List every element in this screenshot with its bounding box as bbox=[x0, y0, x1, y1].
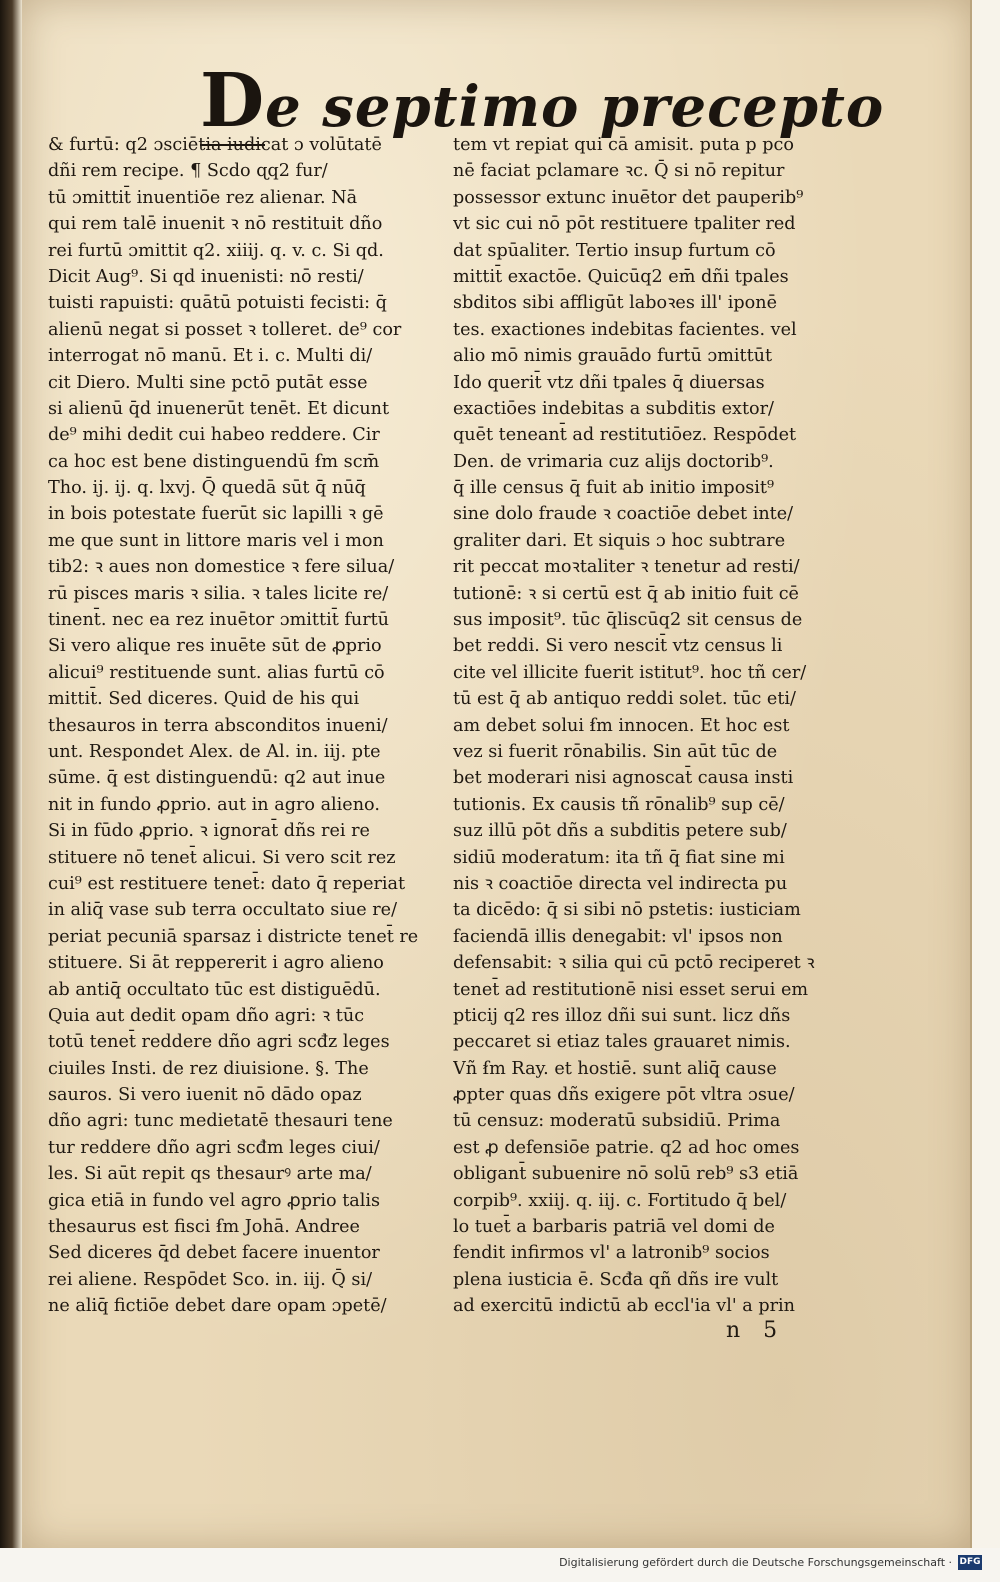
text-line: de⁹ mihi dedit cui habeo reddere. Cir bbox=[48, 425, 380, 446]
text-line: q̄ ille census q̄ fuit ab initio imposit⁹ bbox=[453, 478, 775, 499]
text-line: tutionis. Ex causis tñ rōnalib⁹ sup cē/ bbox=[453, 794, 785, 815]
text-line: & furtū: q2 ɔsciētia iudicat ɔ volūtatē bbox=[48, 135, 382, 155]
text-line: unt. Respondet Alex. de Al. in. iij. pte bbox=[48, 741, 381, 762]
text-line: si alienū q̄d inuenerūt tenēt. Et dicunt bbox=[48, 398, 390, 419]
text-line: Tho. ij. ij. q. lxvj. Q̄ quedā sūt q̄ nūq̄ bbox=[48, 478, 366, 499]
text-line: tū ɔmittit̄ inuentiōe rez alienar. Nā bbox=[48, 187, 358, 208]
text-line: interrogat nō manū. Et i. c. Multi di/ bbox=[48, 346, 373, 367]
text-line: tem vt repiat qui cā amisit. puta p pco bbox=[453, 135, 794, 155]
text-line: nis ꝛ coactiōe directa vel indirecta pu bbox=[453, 873, 788, 894]
text-line: qui rem talē inuenit ꝛ nō restituit dño bbox=[48, 214, 383, 235]
text-line: Dicit Aug⁹. Si qd inuenisti: nō resti/ bbox=[48, 266, 364, 287]
text-line: bet reddi. Si vero nescit̄ vtz census li bbox=[453, 636, 783, 657]
text-line: cit Diero. Multi sine pctō putāt esse bbox=[48, 372, 368, 393]
text-line: obligant̄ subuenire nō solū reb⁹ s3 etiā bbox=[453, 1164, 799, 1185]
text-line: sbditos sibi affligūt laboꝛes ill' iponē bbox=[453, 293, 777, 314]
text-line: est ꝓ defensiōe patrie. q2 ad hoc omes bbox=[453, 1137, 800, 1158]
text-line: dño agri: tunc medietatē thesauri tene bbox=[48, 1111, 393, 1132]
text-line: sus imposit⁹. tūc q̄liscūq2 sit census de bbox=[453, 610, 803, 631]
text-line: mittit̄. Sed diceres. Quid de his qui bbox=[48, 689, 360, 710]
binding-shadow bbox=[0, 0, 22, 1555]
text-line: alienū negat si posset ꝛ tolleret. de⁹ cor bbox=[48, 319, 402, 340]
text-line: cui⁹ est restituere tenet̄: dato q̄ reperiat bbox=[48, 873, 406, 894]
running-title-initial: D bbox=[200, 58, 266, 144]
text-line: sūme. q̄ est distinguendū: q2 aut inue bbox=[48, 768, 386, 789]
text-line: me que sunt in littore maris vel i mon bbox=[48, 530, 384, 551]
text-line: rit peccat moꝛtaliter ꝛ tenetur ad resti/ bbox=[453, 557, 800, 578]
text-line: vez si fuerit rōnabilis. Sin aūt tūc de bbox=[453, 741, 778, 762]
text-line: Si vero alique res inuēte sūt de ꝓprio bbox=[48, 636, 382, 657]
text-line: tū est q̄ ab antiquo reddi solet. tūc eti/ bbox=[453, 689, 796, 710]
text-line: Quia aut dedit opam dño agri: ꝛ tūc bbox=[48, 1005, 365, 1026]
text-line: pticij q2 res illoz dñi sui sunt. licz dñs bbox=[453, 1005, 791, 1026]
text-line: rū pisces maris ꝛ silia. ꝛ tales licite re/ bbox=[48, 583, 389, 604]
text-line: thesauros in terra absconditos inueni/ bbox=[48, 715, 388, 736]
text-line: in bois potestate fuerūt sic lapilli ꝛ gē bbox=[48, 504, 384, 525]
text-line: Vñ ẜm Ray. et hostiē. sunt aliq̄ cause bbox=[453, 1058, 777, 1079]
text-line: tū censuz: moderatū subsidiū. Prima bbox=[453, 1111, 781, 1132]
text-line: lo tuet̄ a barbaris patriā vel domi de bbox=[453, 1217, 775, 1238]
text-line: les. Si aūt repit qs thesaurꝰ arte ma/ bbox=[48, 1164, 372, 1185]
text-line: tes. exactiones indebitas facientes. vel bbox=[453, 319, 797, 340]
text-line: in aliq̄ vase sub terra occultato siue re/ bbox=[48, 900, 398, 921]
text-line: Ido querit̄ vtz dñi tpales q̄ diuersas bbox=[453, 372, 765, 393]
text-line: ciuiles Insti. de rez diuisione. §. The bbox=[48, 1058, 369, 1079]
text-line: nē faciat pclamare ꝛc. Q̄ si nō repitur bbox=[453, 161, 785, 182]
text-line: rei aliene. Respōdet Sco. in. iij. Q̄ si/ bbox=[48, 1269, 373, 1290]
text-line: fendit infirmos vl' a latronib⁹ socios bbox=[453, 1243, 770, 1264]
text-line: totū tenet̄ reddere dño agri scđz leges bbox=[48, 1032, 390, 1053]
text-line: tur reddere dño agri scđm leges ciui/ bbox=[48, 1137, 380, 1158]
dfg-logo: DFG bbox=[958, 1555, 982, 1570]
text-line: ab antiq̄ occultato tūc est distiguēdū. bbox=[48, 979, 381, 1000]
text-line: mittit̄ exactōe. Quicūq2 em̄ dñi tpales bbox=[453, 266, 789, 287]
text-line: tuisti rapuisti: quātū potuisti fecisti: q̄ bbox=[48, 293, 387, 314]
text-column-left bbox=[48, 132, 440, 1320]
scan-margin-right bbox=[972, 0, 1000, 1582]
text-line: graliter dari. Et siquis ɔ hoc subtrare bbox=[453, 530, 786, 551]
text-line: rei furtū ɔmittit q2. xiiij. q. v. c. Si qd. bbox=[48, 240, 384, 261]
text-line: thesaurus est fisci ẜm Johā. Andree bbox=[48, 1217, 360, 1238]
text-line: gica etiā in fundo vel agro ꝓprio talis bbox=[48, 1190, 381, 1211]
text-line: tib2: ꝛ aues non domestice ꝛ fere silua/ bbox=[48, 557, 395, 578]
text-line: ca hoc est bene distinguendū ẜm scm̄ bbox=[48, 451, 380, 472]
text-line: cite vel illicite fuerit istitut⁹. hoc tñ cer/ bbox=[453, 662, 807, 683]
text-line: dñi rem recipe. ¶ Scdo ɋq2 fur/ bbox=[48, 161, 328, 182]
text-line: ne aliq̄ fictiōe debet dare opam ɔpetē/ bbox=[48, 1296, 387, 1317]
text-line: ad exercitū indictū ab eccl'ia vl' a prin bbox=[453, 1296, 796, 1317]
text-line: am debet solui ẜm innocen. Et hoc est bbox=[453, 715, 790, 736]
text-line: sidiū moderatum: ita tñ q̄ fiat sine mi bbox=[453, 847, 785, 868]
text-line: nit in fundo ꝓprio. aut in agro alieno. bbox=[48, 794, 380, 815]
text-line: quēt teneant̄ ad restitutiōez. Respōdet bbox=[453, 425, 797, 446]
text-line: sine dolo fraude ꝛ coactiōe debet inte/ bbox=[453, 504, 794, 525]
text-line: defensabit: ꝛ silia qui cū pctō reciperet ꝛ bbox=[453, 953, 815, 974]
text-line: exactiōes indebitas a subditis extor/ bbox=[453, 398, 774, 419]
text-line: alio mō nimis grauādo furtū ɔmittūt bbox=[453, 346, 773, 367]
text-line: Si in fūdo ꝓprio. ꝛ ignorat̄ dñs rei re bbox=[48, 821, 370, 842]
text-line: periat pecuniā sparsaz i districte tenet̄ re bbox=[48, 926, 419, 947]
text-line: stituere nō tenet̄ alicui. Si vero scit rez bbox=[48, 847, 396, 868]
text-line: ꝓpter quas dñs exigere pōt vltra ɔsue/ bbox=[453, 1085, 795, 1106]
running-title-text: e septimo precepto bbox=[265, 74, 885, 140]
text-line: tenet̄ ad restitutionē nisi esset serui em bbox=[453, 979, 809, 1000]
text-line: bet moderari nisi agnoscat̄ causa insti bbox=[453, 768, 794, 789]
text-line: plena iusticia ē. Scđa qñ dñs ire vult bbox=[453, 1269, 779, 1290]
text-line: Sed diceres q̄d debet facere inuentor bbox=[48, 1243, 380, 1264]
text-line: dat spūaliter. Tertio insup furtum cō bbox=[453, 240, 776, 261]
text-line: alicui⁹ restituende sunt. alias furtū cō bbox=[48, 662, 385, 683]
text-line: corpib⁹. xxiij. q. iij. c. Fortitudo q̄ bel/ bbox=[453, 1190, 787, 1211]
text-line: peccaret si etiaz tales grauaret nimis. bbox=[453, 1032, 791, 1053]
text-line: ta dicēdo: q̄ si sibi nō pstetis: iusticiam bbox=[453, 900, 801, 921]
text-line: sauros. Si vero iuenit nō dādo opaz bbox=[48, 1085, 362, 1106]
text-line: vt sic cui nō pōt restituere tpaliter red bbox=[453, 214, 796, 235]
text-line: Den. de vrimaria cuz alijs doctorib⁹. bbox=[453, 451, 774, 472]
text-line: stituere. Si āt reppererit i agro alieno bbox=[48, 953, 384, 974]
text-line: tutionē: ꝛ si certū est q̄ ab initio fuit cē bbox=[453, 583, 799, 604]
text-line: tinent̄. nec ea rez inuētor ɔmittit̄ furtū bbox=[48, 610, 390, 631]
text-line: possessor extunc inuētor det pauperib⁹ bbox=[453, 187, 804, 208]
digitization-credit: Digitalisierung gefördert durch die Deutsche Forschungsgemeinschaft · bbox=[559, 1556, 952, 1569]
text-column-right bbox=[453, 132, 861, 1320]
signature-mark: n 5 bbox=[726, 1318, 786, 1343]
text-line: faciendā illis denegabit: vl' ipsos non bbox=[453, 926, 783, 947]
text-line: suz illū pōt dñs a subditis petere sub/ bbox=[453, 821, 787, 842]
